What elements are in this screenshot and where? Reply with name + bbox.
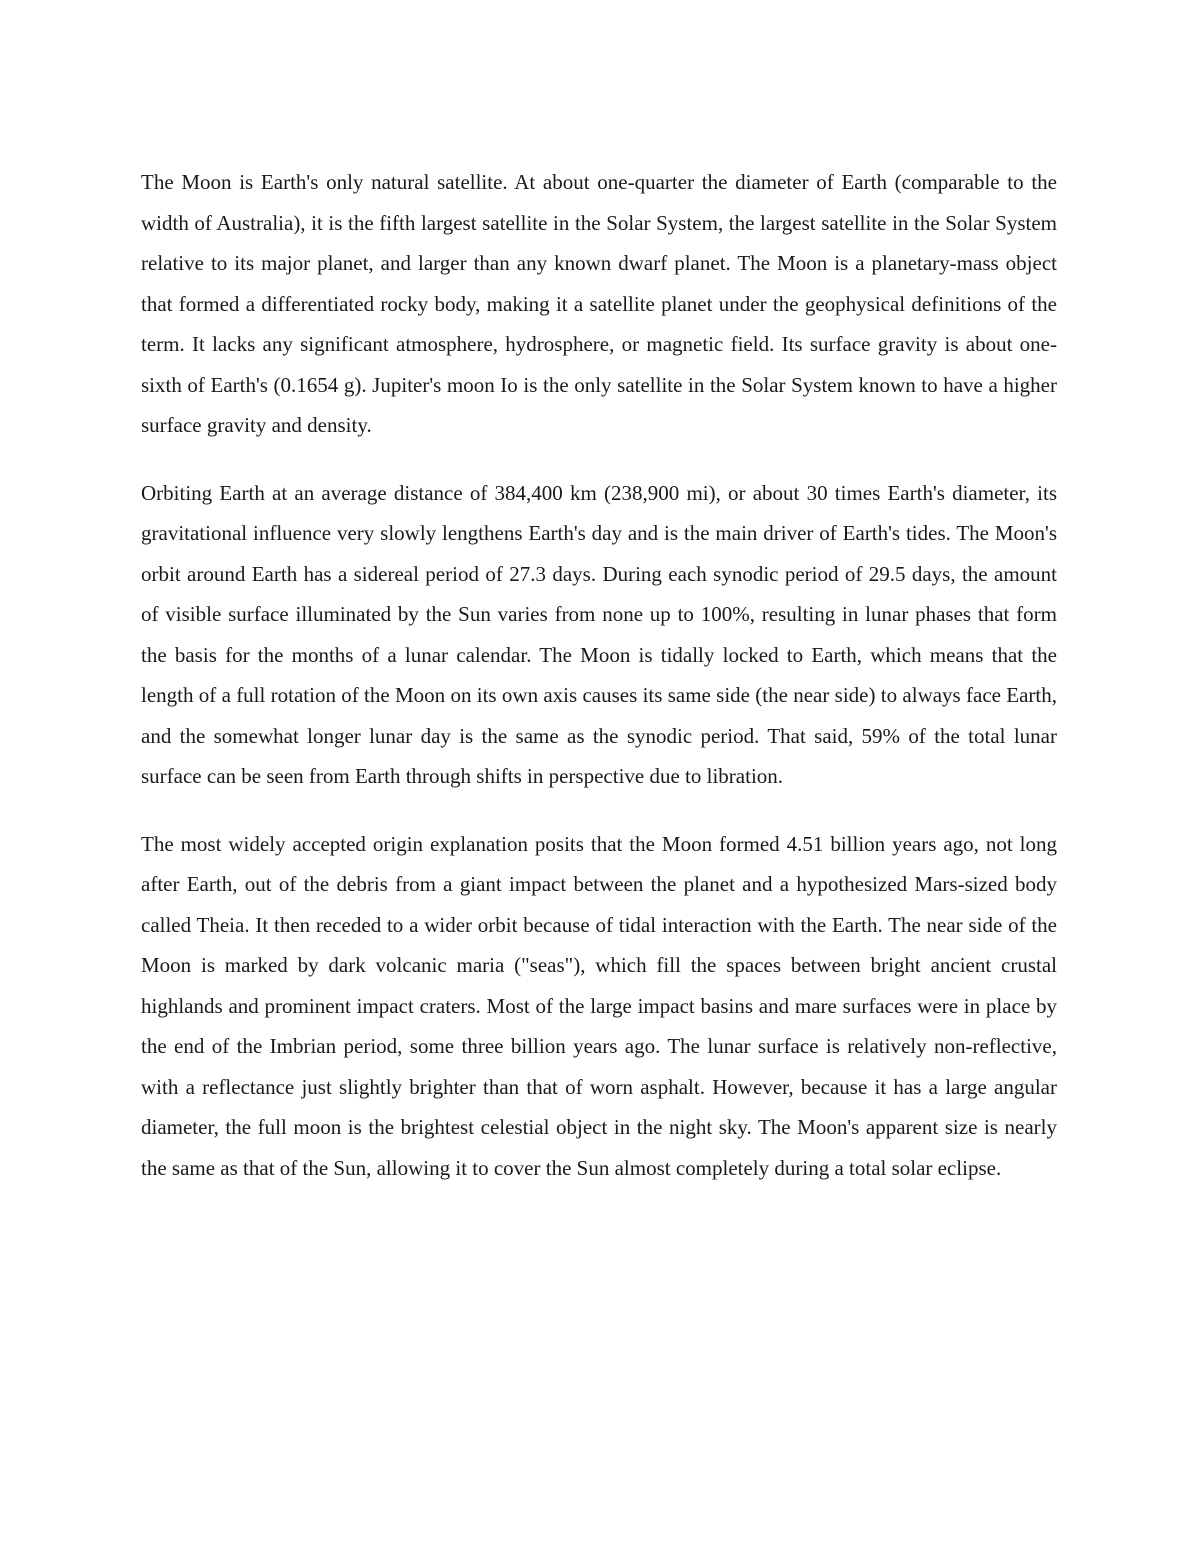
paragraph-moon-orbit: Orbiting Earth at an average distance of 384,400 km (238,900 mi), or about 30 times Earth's diameter, its gravitational influence very slowly lengthens Earth's day and is the main driver of Earth's tides. The Moon's orbit around Earth has a sidereal period of 27.3 days. During each synodic period of 29.5 days, the amount of visible surface illuminated by the Sun varies from none up to 100%, resulting in lunar phases that form the basis for the months of a lunar calendar. The Moon is tidally locked to Earth, which means that the length of a full rotation of the Moon on its own axis causes its same side (the near side) to always face Earth, and the somewhat longer lunar day is the same as the synodic period. That said, 59% of the total lunar surface can be seen from Earth through shifts in perspective due to libration. xyxy=(141,480,1057,788)
paragraph-moon-origin: The most widely accepted origin explanation posits that the Moon formed 4.51 billion years ago, not long after Earth, out of the debris from a giant impact between the planet and a hypothesized Mars-sized body called Theia. It then receded to a wider orbit because of tidal interaction with the Earth. The near side of the Moon is marked by dark volcanic maria ("seas"), which fill the spaces between bright ancient crustal highlands and prominent impact craters. Most of the large impact basins and mare surfaces were in place by the end of the Imbrian period, some three billion years ago. The lunar surface is relatively non-reflective, with a reflectance just slightly brighter than that of worn asphalt. However, because it has a large angular diameter, the full moon is the brightest celestial object in the night sky. The Moon's apparent size is nearly the same as that of the Sun, allowing it to cover the Sun almost completely during a total solar eclipse. xyxy=(141,831,1057,1180)
paragraph-moon-overview: The Moon is Earth's only natural satellite. At about one-quarter the diameter of Earth (comparable to the width of Australia), it is the fifth largest satellite in the Solar System, the largest satellite in the Solar System relative to its major planet, and larger than any known dwarf planet. The Moon is a planetary-mass object that formed a differentiated rocky body, making it a satellite planet under the geophysical definitions of the term. It lacks any significant atmosphere, hydrosphere, or magnetic field. Its surface gravity is about one-sixth of Earth's (0.1654 g). Jupiter's moon Io is the only satellite in the Solar System known to have a higher surface gravity and density. xyxy=(141,170,1057,437)
document-body xyxy=(141,162,1057,1215)
